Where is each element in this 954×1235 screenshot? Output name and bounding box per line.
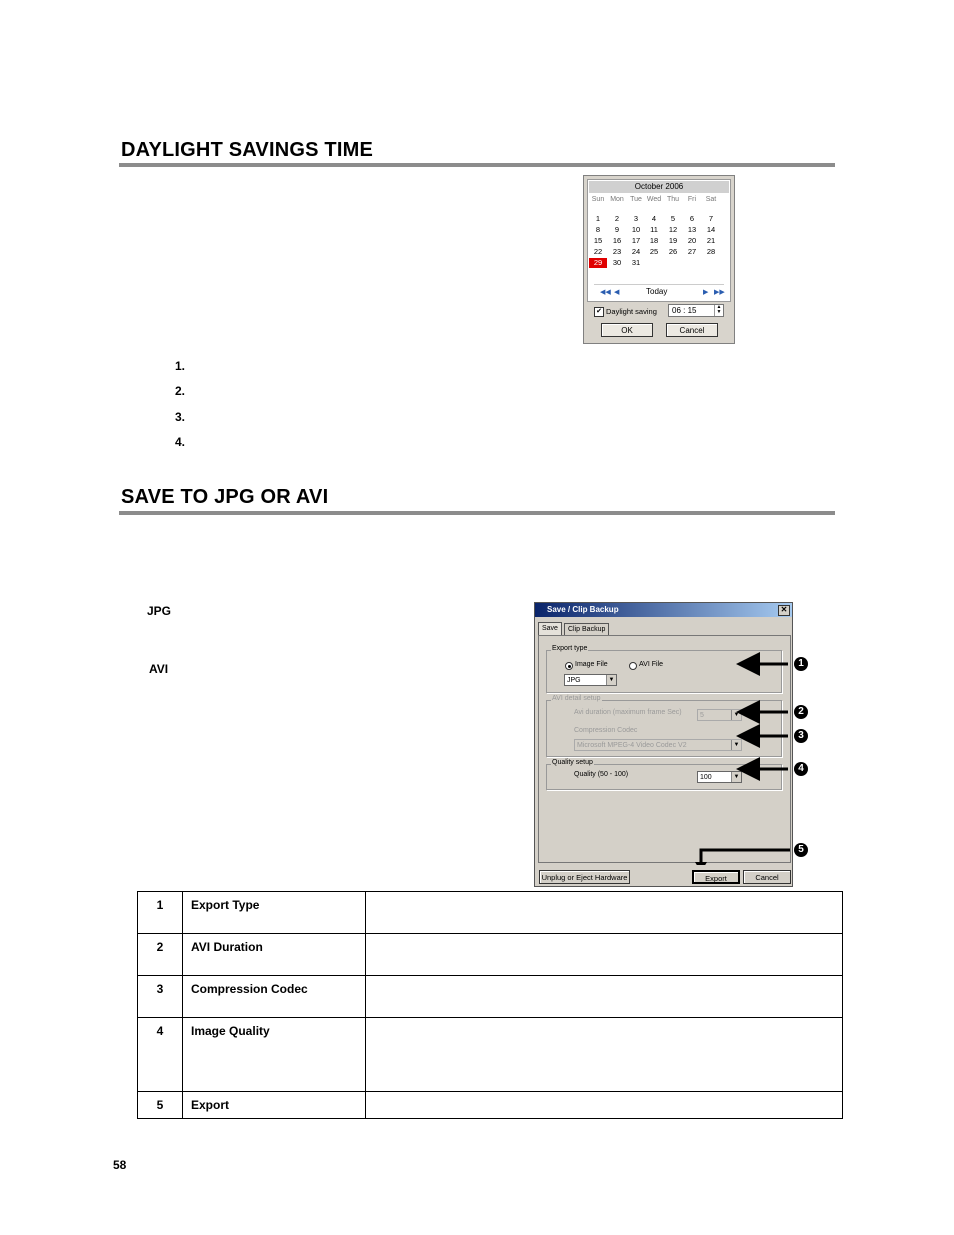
tab-save[interactable]: Save	[538, 622, 562, 635]
prev-year-icon[interactable]: ◀◀	[600, 289, 611, 296]
row-name: AVI Duration	[183, 934, 366, 976]
row-name: Export	[183, 1092, 366, 1119]
compression-codec-label: Compression Codec	[574, 727, 638, 734]
calendar-day[interactable]: 4	[651, 214, 657, 223]
calendar-day[interactable]: 17	[631, 236, 641, 245]
step-1: 1.	[175, 359, 186, 373]
unplug-eject-button[interactable]: Unplug or Eject Hardware	[539, 870, 630, 884]
calendar-divider	[594, 284, 724, 285]
calendar-day[interactable]: 20	[687, 236, 697, 245]
prev-month-icon[interactable]: ◀	[614, 289, 620, 296]
calendar-day[interactable]: 19	[668, 236, 678, 245]
section-heading-save: SAVE TO JPG OR AVI	[121, 486, 329, 508]
calendar-day[interactable]: 5	[670, 214, 676, 223]
row-description	[366, 1018, 843, 1092]
codec-value: Microsoft MPEG-4 Video Codec V2	[577, 742, 687, 749]
calendar-day[interactable]: 2	[614, 214, 620, 223]
daylight-saving-label: Daylight saving	[606, 307, 657, 316]
callout-badge-1: 1	[794, 657, 808, 671]
calendar-panel	[587, 179, 731, 302]
calendar-day[interactable]: 10	[631, 225, 641, 234]
row-name: Image Quality	[183, 1018, 366, 1092]
chevron-down-icon: ▼	[731, 710, 741, 720]
ok-button[interactable]: OK	[601, 323, 653, 337]
chevron-down-icon: ▼	[731, 772, 741, 782]
calendar-month-title: October 2006	[589, 181, 729, 193]
time-value: 06 : 15	[672, 306, 697, 315]
format-value: JPG	[567, 677, 581, 684]
calendar-weekday: Wed	[646, 196, 662, 203]
avi-file-radio[interactable]	[629, 662, 637, 670]
page-number: 58	[113, 1158, 127, 1172]
calendar-day[interactable]: 18	[649, 236, 659, 245]
calendar-day[interactable]: 7	[708, 214, 714, 223]
image-file-label: Image File	[575, 661, 608, 668]
row-name: Compression Codec	[183, 976, 366, 1018]
calendar-day[interactable]: 14	[706, 225, 716, 234]
calendar-day[interactable]: 9	[614, 225, 620, 234]
calendar-day[interactable]: 24	[631, 247, 641, 256]
next-year-icon[interactable]: ▶▶	[714, 289, 725, 296]
calendar-day[interactable]: 21	[706, 236, 716, 245]
avi-duration-value: 5	[700, 712, 704, 719]
quality-value: 100	[700, 774, 712, 781]
calendar-weekday: Thu	[666, 196, 680, 203]
row-number: 5	[138, 1092, 183, 1119]
row-number: 4	[138, 1018, 183, 1092]
section-heading-daylight: DAYLIGHT SAVINGS TIME	[121, 139, 374, 161]
calendar-day[interactable]: 23	[612, 247, 622, 256]
chevron-down-icon: ▼	[731, 740, 741, 750]
step-2: 2.	[175, 384, 186, 398]
callout-badge-5: 5	[794, 843, 808, 857]
quality-setup-label: Quality setup	[552, 759, 593, 766]
dialog-cancel-button[interactable]: Cancel	[743, 870, 791, 884]
row-name: Export Type	[183, 892, 366, 934]
callout-arrows	[690, 650, 815, 865]
calendar-day[interactable]: 1	[595, 214, 601, 223]
calendar-day[interactable]: 25	[649, 247, 659, 256]
format-select[interactable]	[564, 674, 617, 686]
row-number: 3	[138, 976, 183, 1018]
spec-table	[137, 891, 843, 1119]
calendar-day[interactable]: 13	[687, 225, 697, 234]
export-type-label: Export type	[552, 645, 588, 652]
tab-clip-backup[interactable]: Clip Backup	[564, 623, 609, 635]
export-button[interactable]: Export	[692, 870, 740, 884]
close-icon[interactable]: ✕	[778, 605, 790, 616]
calendar-dialog	[583, 175, 735, 344]
table-row	[138, 892, 843, 934]
avi-duration-label: Avi duration (maximum frame Sec)	[574, 709, 682, 716]
calendar-weekday: Fri	[687, 196, 697, 203]
calendar-day[interactable]: 29	[589, 258, 607, 268]
table-row	[138, 976, 843, 1018]
calendar-weekday: Mon	[610, 196, 624, 203]
calendar-day[interactable]: 27	[687, 247, 697, 256]
calendar-day[interactable]: 28	[706, 247, 716, 256]
calendar-day[interactable]: 15	[593, 236, 603, 245]
avi-file-label: AVI File	[639, 661, 663, 668]
callout-arrow-5	[701, 850, 790, 865]
table-row	[138, 934, 843, 976]
calendar-day[interactable]: 3	[633, 214, 639, 223]
row-number: 2	[138, 934, 183, 976]
quality-range-label: Quality (50 - 100)	[574, 771, 629, 778]
calendar-day[interactable]: 26	[668, 247, 678, 256]
callout-badge-4: 4	[794, 762, 808, 776]
calendar-day[interactable]: 31	[631, 258, 641, 267]
calendar-day[interactable]: 6	[689, 214, 695, 223]
calendar-weekday: Sat	[705, 196, 717, 203]
row-description	[366, 976, 843, 1018]
chevron-down-icon: ▼	[606, 675, 616, 685]
avi-detail-label: AVI detail setup	[552, 695, 601, 702]
section-rule	[119, 163, 835, 167]
row-number: 1	[138, 892, 183, 934]
callout-badge-3: 3	[794, 729, 808, 743]
table-row	[138, 1092, 843, 1119]
step-3: 3.	[175, 410, 186, 424]
calendar-day[interactable]: 12	[668, 225, 678, 234]
next-month-icon[interactable]: ▶	[703, 289, 709, 296]
calendar-day[interactable]: 16	[612, 236, 622, 245]
table-row	[138, 1018, 843, 1092]
time-field[interactable]	[668, 304, 724, 317]
row-description	[366, 1092, 843, 1119]
step-4: 4.	[175, 435, 186, 449]
cancel-button[interactable]: Cancel	[666, 323, 718, 337]
section-rule	[119, 511, 835, 515]
today-button[interactable]: Today	[646, 287, 668, 296]
row-description	[366, 934, 843, 976]
daylight-saving-checkbox[interactable]: ✔	[594, 307, 604, 317]
calendar-day[interactable]: 11	[650, 225, 658, 234]
dialog-title-text: Save / Clip Backup	[547, 605, 619, 614]
image-file-radio[interactable]	[565, 662, 573, 670]
dialog-title	[535, 603, 792, 617]
callout-badge-2: 2	[794, 705, 808, 719]
jpg-label: JPG	[147, 604, 172, 618]
calendar-weekday: Sun	[591, 196, 605, 203]
calendar-day[interactable]: 8	[595, 225, 601, 234]
time-spinner[interactable]: ▲ ▼	[714, 305, 723, 316]
calendar-weekday: Tue	[630, 196, 642, 203]
calendar-day[interactable]: 30	[612, 258, 622, 267]
row-description	[366, 892, 843, 934]
avi-label: AVI	[149, 662, 169, 676]
calendar-day[interactable]: 22	[593, 247, 603, 256]
